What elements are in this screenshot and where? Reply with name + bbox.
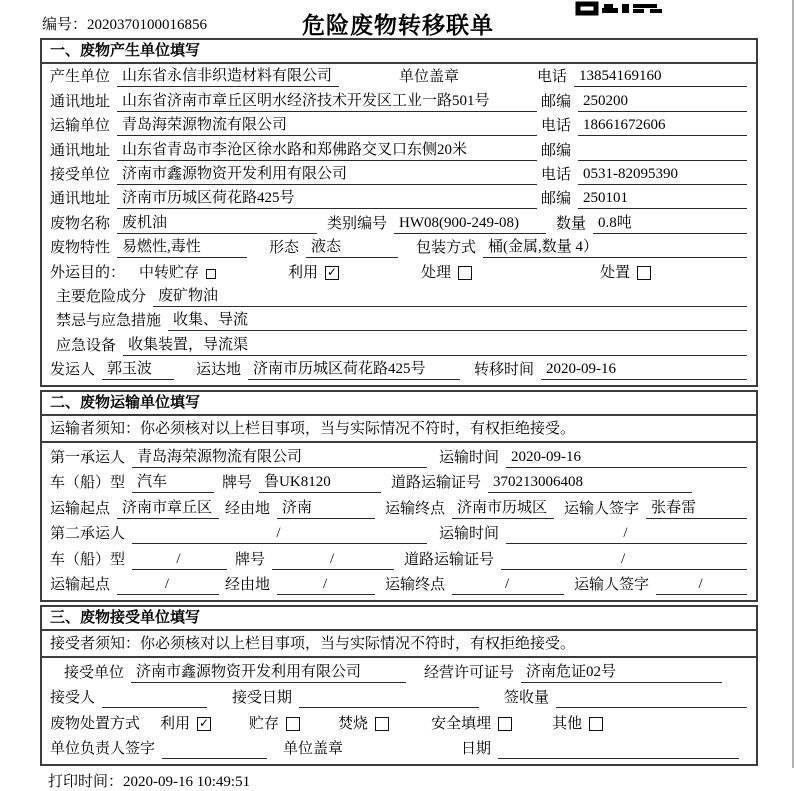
field-label: 数量 <box>556 215 587 232</box>
checkbox-unchecked-icon <box>286 717 300 731</box>
field-value <box>498 740 739 759</box>
field-value: 济南市历城区荷花路425号 <box>248 360 460 380</box>
field-value <box>299 689 479 708</box>
field-label: 接受日期 <box>232 690 293 707</box>
field-label: 通讯地址 <box>50 142 111 159</box>
field-label: 处理 <box>421 264 452 281</box>
field-value: 13854169160 <box>574 67 747 87</box>
form-row <box>50 495 747 521</box>
section-heading: 二、废物运输单位填写 <box>42 392 756 416</box>
field-label: 运输起点 <box>50 500 111 517</box>
field-label: 运输终点 <box>385 577 446 594</box>
field-label: 运输时间 <box>439 526 500 543</box>
doc-number <box>42 13 207 34</box>
field-value: 济南市鑫源物资开发利用有限公司 <box>131 663 406 683</box>
field-value: 郭玉波 <box>102 360 174 380</box>
form-row <box>50 736 747 762</box>
field-label: 运输起点 <box>50 577 111 594</box>
field-label: 接受单位 <box>50 166 111 183</box>
field-value <box>578 142 747 161</box>
field-label: 电话 <box>541 118 572 135</box>
field-value: 济南危证02号 <box>521 663 722 683</box>
field-label: 运输单位 <box>50 118 111 135</box>
field-value <box>162 740 267 759</box>
field-value: / <box>656 575 747 595</box>
field-value: 250101 <box>578 189 747 209</box>
field-label: 转移时间 <box>474 362 535 379</box>
field-label: 第二承运人 <box>50 526 126 543</box>
field-value: 山东省永信非织造材料有限公司 <box>117 67 339 87</box>
field-label: 第一承运人 <box>50 449 126 466</box>
field-value <box>556 689 747 708</box>
field-value: 济南 <box>277 499 375 519</box>
field-value: 收集、导流 <box>168 311 747 331</box>
form-row <box>50 358 747 382</box>
field-label: 贮存 <box>249 715 280 732</box>
field-value: 0531-82095390 <box>578 165 747 185</box>
checkbox-unchecked-icon <box>458 266 472 280</box>
receiver-notice: 接受者须知：你必须核对以上栏目事项，当与实际情况不符时，有权拒绝接受。 <box>42 631 756 658</box>
field-label: 包装方式 <box>416 240 477 257</box>
field-value: 济南市历城区 <box>452 499 554 519</box>
field-value: 370213006408 <box>488 473 692 493</box>
field-label: 废物特性 <box>50 240 111 257</box>
field-value: 液态 <box>306 238 398 258</box>
form-row <box>50 685 747 711</box>
field-label: 通讯地址 <box>50 93 111 110</box>
section-rows <box>42 658 756 764</box>
form-row <box>50 285 747 309</box>
print-time-value: 2020-09-16 10:49:51 <box>123 774 251 791</box>
form-row <box>50 236 747 260</box>
field-label: 经由地 <box>225 577 271 594</box>
field-label: 利用 <box>160 715 191 732</box>
checkbox-unchecked-icon <box>637 266 651 280</box>
section-rows <box>42 443 756 600</box>
form-row <box>50 114 747 138</box>
field-value: 鲁UK8120 <box>259 473 381 493</box>
field-value: 收集装置，导流渠 <box>123 336 747 356</box>
field-value: / <box>132 550 227 570</box>
form-row <box>50 572 747 598</box>
field-label: 运输人签字 <box>564 500 640 517</box>
form-row <box>50 521 747 547</box>
field-label: 禁忌与应急措施 <box>56 313 162 330</box>
form-row <box>50 65 747 89</box>
form-row <box>50 89 747 113</box>
field-value: / <box>132 524 427 544</box>
field-label: 接受单位 <box>64 664 125 681</box>
form-row <box>50 546 747 572</box>
transporter-notice: 运输者须知：你必须核对以上栏目事项，当与实际情况不符时，有权拒绝接受。 <box>42 416 756 443</box>
field-label: 产生单位 <box>50 69 111 86</box>
field-value: 2020-09-16 <box>506 448 747 468</box>
field-label: 类别编号 <box>327 215 388 232</box>
field-value: HW08(900-249-08) <box>394 214 546 234</box>
field-label: 单位负责人签字 <box>50 741 156 758</box>
form-row <box>50 710 747 736</box>
field-label: 接受人 <box>50 690 96 707</box>
field-value: 2020-09-16 <box>541 360 747 380</box>
field-label: 形态 <box>269 240 300 257</box>
field-value: / <box>501 550 747 570</box>
field-label: 主要危险成分 <box>56 288 147 305</box>
checkbox-unchecked-icon <box>498 717 512 731</box>
field-value: 0.8吨 <box>593 214 747 234</box>
field-label: 牌号 <box>222 475 253 492</box>
field-value: 汽车 <box>132 473 214 493</box>
field-label: 发运人 <box>50 362 96 379</box>
checkbox-checked-icon: ✓ <box>327 264 338 279</box>
print-time <box>48 770 796 791</box>
field-label: 应急设备 <box>56 337 117 354</box>
field-label: 运输终点 <box>385 500 446 517</box>
field-value: / <box>272 550 394 570</box>
section-heading: 一、废物产生单位填写 <box>42 40 756 64</box>
window-edge-divider <box>792 0 794 768</box>
field-label: 外运目的： <box>50 264 126 281</box>
field-label: 邮编 <box>541 142 572 159</box>
field-label: 电话 <box>537 69 568 86</box>
field-value: / <box>452 575 564 595</box>
field-label: 安全填埋 <box>431 715 492 732</box>
field-label: 车（船）型 <box>50 475 126 492</box>
field-label: 经由地 <box>225 500 271 517</box>
field-label: 处置 <box>600 264 631 281</box>
field-value: 济南市章丘区 <box>117 499 219 519</box>
field-value: 废机油 <box>117 214 317 234</box>
checkbox-checked-icon: ✓ <box>199 715 210 730</box>
field-value: 济南市历城区荷花路425号 <box>117 189 537 209</box>
field-value: 废矿物油 <box>153 287 747 307</box>
field-value: 山东省青岛市李沧区徐水路和郑佛路交叉口东侧20米 <box>117 141 537 161</box>
field-label: 运输人签字 <box>574 577 650 594</box>
field-label: 焚烧 <box>338 715 369 732</box>
field-label: 通讯地址 <box>50 191 111 208</box>
form-row <box>50 138 747 162</box>
field-label: 经营许可证号 <box>424 664 515 681</box>
print-time-label: 打印时间： <box>48 774 124 791</box>
section-rows <box>42 64 756 385</box>
form-row <box>50 260 747 284</box>
field-label: 车（船）型 <box>50 551 126 568</box>
field-value: / <box>506 524 747 544</box>
field-label: 日期 <box>461 741 492 758</box>
field-label: 牌号 <box>235 551 266 568</box>
form-row <box>50 659 747 685</box>
field-label: 废物名称 <box>50 215 111 232</box>
form-row <box>50 211 747 235</box>
field-label: 电话 <box>541 166 572 183</box>
form-row <box>50 187 747 211</box>
field-value: 张春雷 <box>646 499 747 519</box>
page-title: 危险废物转移联单 <box>302 13 494 38</box>
field-label: 运输时间 <box>439 449 500 466</box>
field-value <box>102 689 207 708</box>
form-row <box>50 309 747 333</box>
field-label: 中转贮存 <box>139 264 200 281</box>
field-label: 道路运输证号 <box>391 475 482 492</box>
section-waste-transporter <box>40 390 758 602</box>
form-row <box>50 470 747 496</box>
field-value: 青岛海荣源物流有限公司 <box>117 116 537 136</box>
field-value: 18661672606 <box>578 116 747 136</box>
field-value: 250200 <box>578 92 747 112</box>
field-label: 单位盖章 <box>283 741 344 758</box>
field-value: 桶(金属,数量 4） <box>483 238 747 258</box>
doc-number-value: 2020370100016856 <box>87 17 208 33</box>
field-value: 山东省济南市章丘区明水经济技术开发区工业一路501号 <box>117 92 537 112</box>
field-value: 济南市鑫源物资开发利用有限公司 <box>117 165 537 185</box>
field-value: / <box>117 575 219 595</box>
doc-number-label: 编号： <box>42 17 88 33</box>
field-label: 运达地 <box>196 362 242 379</box>
field-label: 邮编 <box>541 93 572 110</box>
field-value: 青岛海荣源物流有限公司 <box>132 448 427 468</box>
form-row <box>50 163 747 187</box>
checkbox-unchecked-icon <box>589 717 603 731</box>
field-label: 签收量 <box>504 690 550 707</box>
qr-code-fragment-icon <box>578 0 662 18</box>
section-heading: 三、废物接受单位填写 <box>42 607 756 631</box>
checkbox-unchecked-icon <box>206 269 216 279</box>
form-row <box>50 333 747 357</box>
field-label: 废物处置方式 <box>50 715 141 732</box>
field-label: 其他 <box>552 715 583 732</box>
field-label: 道路运输证号 <box>404 551 495 568</box>
section-waste-receiver <box>40 605 758 766</box>
field-value: / <box>277 575 375 595</box>
form-row <box>50 444 747 470</box>
field-value: 易燃性,毒性 <box>117 238 247 258</box>
field-label: 单位盖章 <box>399 69 460 86</box>
field-label: 利用 <box>288 264 319 281</box>
checkbox-unchecked-icon <box>375 717 389 731</box>
field-label: 邮编 <box>541 191 572 208</box>
section-waste-generator <box>40 38 758 387</box>
